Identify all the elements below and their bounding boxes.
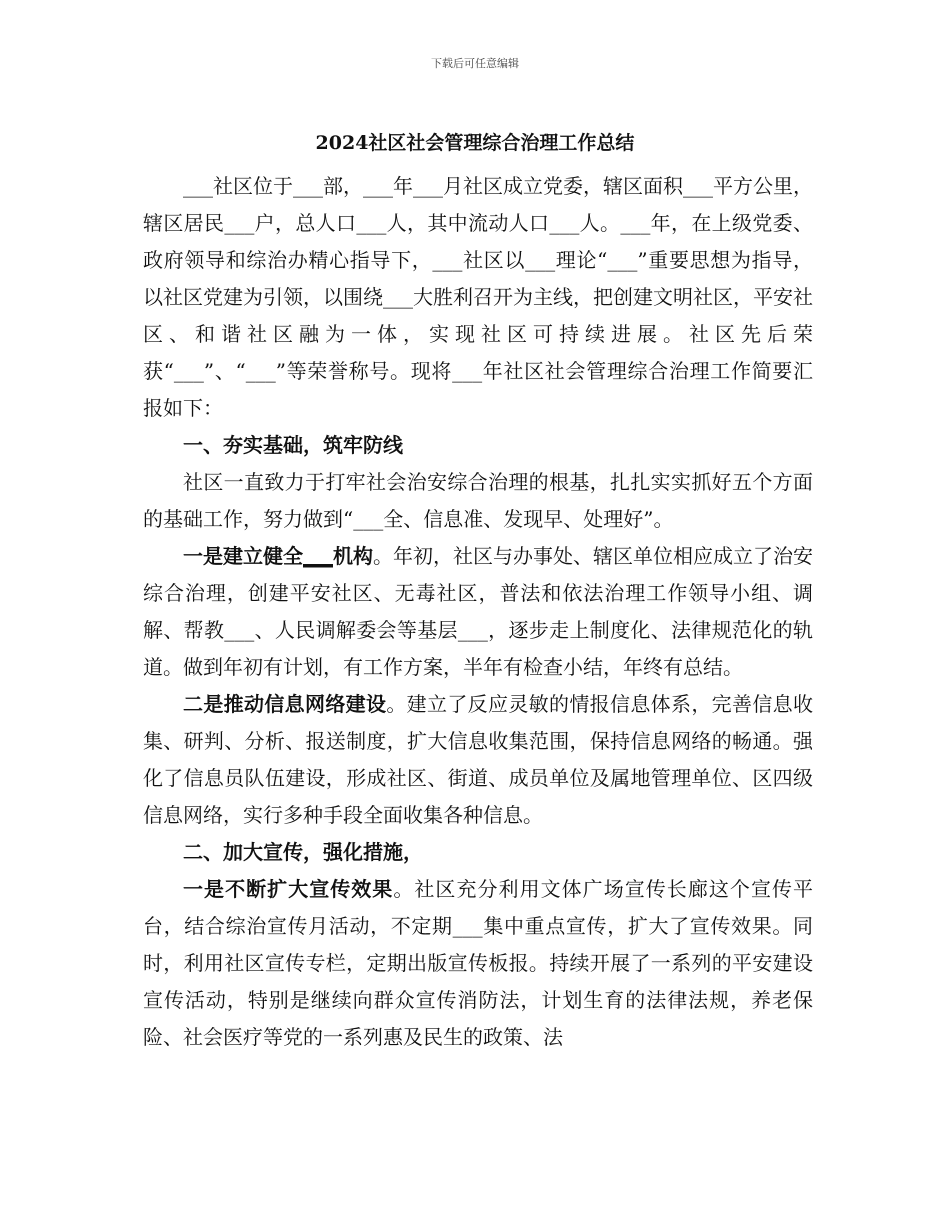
- lead-mechanism-a: 一是建立健全: [183, 544, 303, 568]
- paragraph-foundation: 社区一直致力于打牢社会治安综合治理的根基，扎扎实实抓好五个方面的基础工作，努力做到“___全、信息准、发现早、处理好”。: [143, 470, 813, 531]
- document-title: 2024社区社会管理综合治理工作总结: [315, 132, 635, 154]
- paragraph-publicity: [143, 871, 813, 1056]
- lead-mechanism-b: 机构: [333, 544, 373, 568]
- lead-publicity: 一是不断扩大宣传效果: [183, 877, 394, 901]
- header-note: 下载后可任意编辑: [431, 57, 519, 70]
- section-heading-2: 二、加大宣传，强化措施，: [183, 840, 423, 864]
- lead-mechanism-blank: ___: [303, 544, 333, 568]
- text-publicity: 。社区充分利用文体广场宣传长廊这个宣传平台，结合综治宣传月活动，不定期___集中重点宣传，扩大了宣传效果。同时，利用社区宣传专栏，定期出版宣传板报。持续开展了一系列的平安建设宣传活动，特别是继续向群众宣传消防法，计划生育的法律法规，养老保险、社会医疗等党的一系列惠及民生的政策、法: [143, 877, 814, 1049]
- document-body: [143, 168, 813, 1056]
- intro-paragraph: ___社区位于___部，___年___月社区成立党委，辖区面积___平方公里，辖区居民___户，总人口___人，其中流动人口___人。___年，在上级党委、政府领导和综治办精心指导下，___社区以___理论“___”重要思想为指导，以社区党建为引领，以围绕___大胜利召开为主线，把创建文明社区，平安社区、和谐社区融为一体，实现社区可持续进展。社区先后荣获“___”、“___”等荣誉称号。现将___年社区社会管理综合治理工作简要汇报如下：: [143, 174, 813, 420]
- text-network: 。建立了反应灵敏的情报信息体系，完善信息收集、研判、分析、报送制度，扩大信息收集范围，保持信息网络的畅通。强化了信息员队伍建设，形成社区、街道、成员单位及属地管理单位、区四级信息网络，实行多种手段全面收集各种信息。: [143, 692, 814, 827]
- paragraph-network: [143, 686, 813, 834]
- lead-network: 二是推动信息网络建设: [183, 692, 387, 716]
- section-heading-1: 一、夯实基础，筑牢防线: [183, 433, 403, 457]
- paragraph-mechanism: [143, 538, 813, 686]
- text-mechanism: 。年初，社区与办事处、辖区单位相应成立了治安综合治理，创建平安社区、无毒社区，普法和依法治理工作领导小组、调解、帮教___、人民调解委会等基层___，逐步走上制度化、法律规范化的轨道。做到年初有计划，有工作方案，半年有检查小结，年终有总结。: [143, 544, 813, 679]
